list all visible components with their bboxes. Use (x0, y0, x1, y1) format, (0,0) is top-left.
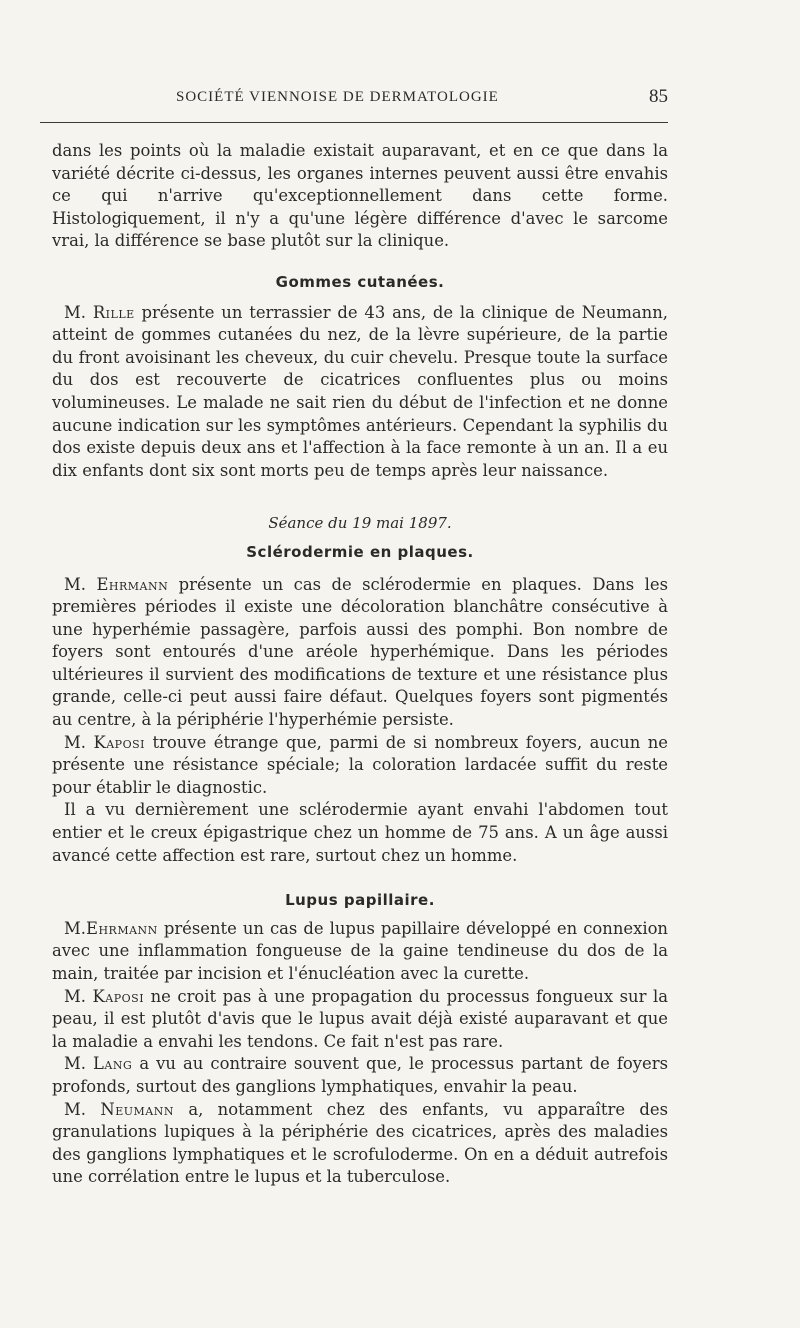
page-body (52, 140, 668, 1189)
speaker-prefix: M. (64, 574, 97, 594)
paragraph-text: présente un terrassier de 43 ans, de la clinique de Neumann, atteint de gommes cutanées du nez, de la lèvre supérieure, de la partie du front avoisinant les cheveux, du cuir chevelu. Presque toute la surface du dos est recouverte de cicatrices confluentes plus ou moins volumineuses. Le malade ne sait rien du début de l'infection et ne donne aucune indication sur les symptômes antérieurs. Cependant la syphilis du dos existe depuis deux ans et l'affection à la face remonte à un an. Il a eu dix enfants dont six sont morts peu de temps après leur naissance. (52, 302, 669, 480)
paragraph-kaposi-3 (52, 986, 668, 1054)
session-date: Séance du 19 mai 1897. (268, 514, 452, 533)
page-header-area (52, 80, 668, 110)
paragraph-ehrmann-2 (52, 918, 668, 986)
paragraph-neumann (52, 1099, 668, 1189)
speaker-name: Rille (92, 302, 135, 322)
paragraph-text: a vu au contraire souvent que, le processus partant de foyers profonds, surtout des ganglions lymphatiques, envahir la peau. (52, 1054, 668, 1096)
speaker-name: Lang (93, 1054, 133, 1074)
paragraph-text: trouve étrange que, parmi de si nombreux foyers, aucun ne présente une résistance spéciale; la coloration lardacée suffit du reste pour établir le diagnostic. (52, 732, 668, 797)
speaker-name: Kaposi (93, 732, 145, 752)
speaker-name: Neumann (100, 1099, 174, 1119)
speaker-prefix: M. (64, 918, 86, 938)
speaker-name: Ehrmann (86, 918, 158, 938)
speaker-prefix: M. (64, 732, 94, 752)
paragraph-kaposi-1 (52, 732, 668, 800)
paragraph-text: ne croit pas à une propagation du processus fongueux sur la peau, il est plutôt d'avis que le lupus avait déjà existé auparavant et que la maladie a envahi les tendons. Ce fait n'est pas rare. (52, 986, 668, 1051)
paragraph-ehrmann-1 (52, 574, 668, 732)
running-header (52, 80, 668, 110)
paragraph-text: a, notamment chez des enfants, vu apparaître des granulations lupiques à la périphérie des cicatrices, après des maladies des ganglions lymphatiques et le scrofuloderme. On en a déduit autrefois une corrélation entre le lupus et la tuberculose. (52, 1099, 669, 1187)
speaker-prefix: M. (64, 1054, 94, 1074)
paragraph-text: présente un cas de lupus papillaire développé en connexion avec une inflammation fongueuse de la gaine tendineuse du dos de la main, traitée par incision et l'énucléation avec la curette. (52, 918, 668, 983)
header-rule (40, 122, 668, 123)
paragraph-text: présente un cas de sclérodermie en plaques. Dans les premières périodes il existe une décoloration blanchâtre consécutive à une hyperhémie passagère, parfois aussi des pomphi. Bon nombre de foyers sont entourés d'une aréole hyperhémique. Dans les périodes ultérieures il survient des modifications de texture et une résistance plus grande, celle-ci peut aussi faire défaut. Quelques foyers sont pigmentés au centre, à la périphérie l'hyperhémie persiste. (52, 574, 668, 730)
intro-paragraph: dans les points où la maladie existait auparavant, et en ce que dans la variété décrite ci-dessus, les organes internes peuvent aussi être envahis ce qui n'arrive qu'exceptionnellement dans cette forme. Histologiquement, il n'y a qu'une légère différence d'avec le sarcome vrai, la différence se base plutôt sur la clinique. (52, 141, 668, 251)
page-number: 85 (649, 86, 668, 107)
section-heading-gommes: Gommes cutanées. (275, 272, 445, 291)
speaker-prefix: M. (64, 302, 93, 322)
section-heading-sclerodermie: Sclérodermie en plaques. (246, 542, 474, 561)
paragraph-kaposi-2: Il a vu dernièrement une sclérodermie ayant envahi l'abdomen tout entier et le creux épigastrique chez un homme de 75 ans. A un âge aussi avancé cette affection est rare, surtout chez un homme. (52, 800, 668, 865)
running-title: SOCIÉTÉ VIENNOISE DE DERMATOLOGIE (176, 89, 499, 105)
speaker-name: Ehrmann (96, 574, 169, 594)
paragraph-lang (52, 1053, 668, 1098)
paragraph-rille (52, 302, 668, 483)
speaker-prefix: M. (64, 986, 93, 1006)
speaker-name: Kaposi (92, 986, 145, 1006)
section-heading-lupus: Lupus papillaire. (285, 891, 435, 910)
speaker-prefix: M. (64, 1099, 101, 1119)
